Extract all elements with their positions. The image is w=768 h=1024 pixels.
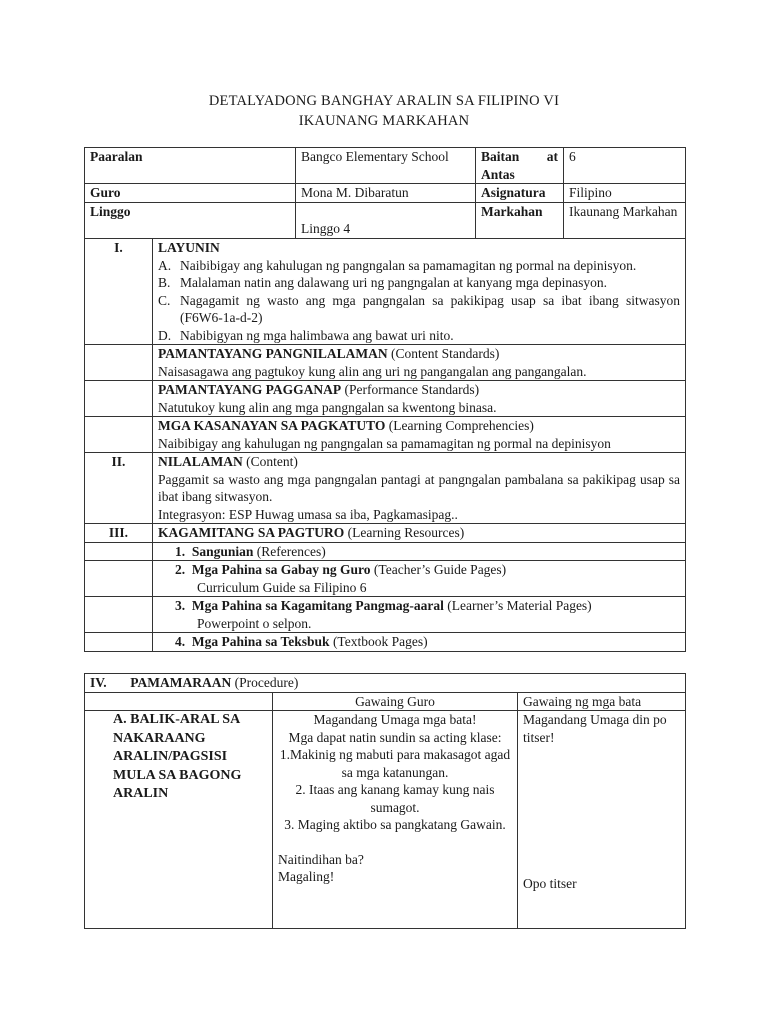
linggo-value: Linggo 4 [296,202,476,238]
resource-item: 2. Mga Pahina sa Gabay ng Guro (Teacher’s Guide Pages) Curriculum Guide sa Filipino 6 [85,561,686,597]
layunin-item: A. Naibibigay ang kahulugan ng pangngalan sa pamamagitan ng pormal na depinisyon. [158,257,637,273]
bata-greeting: Magandang Umaga din po titser! [523,712,667,745]
guro-label: Guro [85,184,296,203]
layunin-section [85,239,686,345]
content-standards [85,345,686,381]
asignatura-value: Filipino [564,184,686,203]
integrasyon-text: Integrasyon: ESP Huwag umasa sa iba, Pagkamasipag.. [158,506,458,522]
learning-competencies-text: Naibibigay ang kahulugan ng pangngalan sa pamamagitan ng pormal na depinisyon [158,435,611,451]
balik-aral-row: A. BALIK-ARAL SA NAKARAANG ARALIN/PAGSISI MULA SA BAGONG ARALIN Magandang Umaga mga bata! Mga dapat natin sundin sa acting klase: 1.Makinig ng mabuti para makasagot agad sa mga katanungan. 2. Itaas ang kanang kamay kung nais sumagot. 3. Maging aktibo sa pangkatang Gawain. Naitindihan ba? Magaling! Magandang Umaga din po titser! Opo titser [85,711,686,929]
balik-aral-label: A. BALIK-ARAL SA NAKARAANG ARALIN/PAGSISI MULA SA BAGONG ARALIN [85,711,273,929]
nilalaman-heading: NILALAMAN (Content) [158,454,298,469]
paaralan-value: Bangco Elementary School [296,148,476,184]
linggo-label: Linggo [85,202,296,238]
kagamitan-heading-row: III. KAGAMITANG SA PAGTURO (Learning Resources) [85,524,686,543]
resource-sub: Curriculum Guide sa Filipino 6 [197,579,367,595]
layunin-item: B. Malalaman natin ang dalawang uri ng pangngalan at kanyang mga depinasyon. [158,275,607,290]
column-header-row [85,692,686,711]
layunin-item: C. Nagagamit ng wasto ang mga pangngalan sa pakikipag usap sa ibat ibang sitwasyon (F6W6-1a-d-2) [158,292,680,325]
performance-standards [85,381,686,417]
learning-competencies [85,417,686,453]
layunin-item: D. Nabibigyan ng mga halimbawa ang bawat uri nito. [158,327,454,343]
guro-value: Mona M. Dibaratun [296,184,476,203]
resource-item: 4. Mga Pahina sa Teksbuk (Textbook Pages) [85,633,686,652]
baitan-value: 6 [564,148,686,184]
content-standards-text: Naisasagawa ang pagtukoy kung alin ang uri ng pangangalan ang pangangalan. [158,363,587,379]
col-gawaing-bata: Gawaing ng mga bata [518,692,686,711]
resource-sub: Powerpoint o selpon. [197,615,312,631]
info-table [84,147,686,239]
kagamitan-num: III. [85,524,153,543]
layunin-list [158,257,680,345]
document-subtitle: IKAUNANG MARKAHAN [298,113,470,129]
paaralan-label: Paaralan [85,148,296,184]
layunin-heading: LAYUNIN [158,240,220,255]
markahan-label: Markahan [476,202,564,238]
asignatura-label: Asignatura [476,184,564,203]
learning-competencies-heading: MGA KASANAYAN SA PAGKATUTO (Learning Comprehencies) [158,418,534,433]
layunin-num: I. [85,239,153,345]
performance-standards-heading: PAMANTAYANG PAGGANAP (Performance Standards) [158,382,480,397]
nilalaman-text: Paggamit sa wasto ang mga pangngalan pantagi at pangngalan pambalana sa pakikipag usap sa ibat ibang sitwasyon. [158,471,680,504]
resource-item: 3. Mga Pahina sa Kagamitang Pangmag-aaral (Learner’s Material Pages) Powerpoint o selpon. [85,597,686,633]
bata-response: Opo titser [523,876,577,891]
document-title: DETALYADONG BANGHAY ARALIN SA FILIPINO VI [208,93,560,109]
pamamaraan-row: IV. PAMAMARAAN (Procedure) [85,674,686,693]
nilalaman-section [85,453,686,524]
performance-standards-text: Natutukoy kung alin ang mga pangngalan sa kwentong binasa. [158,399,497,415]
baitan-label: Baitan at Antas [476,148,564,184]
col-gawaing-guro: Gawaing Guro [273,692,518,711]
markahan-value: Ikaunang Markahan [564,202,686,238]
resource-item: 1. Sangunian (References) [85,542,686,561]
nilalaman-num: II. [85,453,153,524]
content-standards-heading: PAMANTAYANG PANGNILALAMAN (Content Standards) [158,346,500,361]
procedure-table [84,673,686,929]
lesson-table [84,238,686,652]
